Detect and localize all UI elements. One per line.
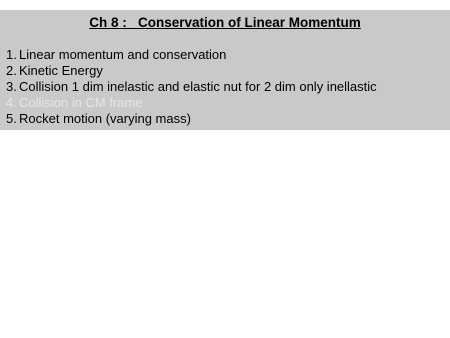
list-item-number: 1. xyxy=(6,47,17,62)
slide-title: Ch 8 : Conservation of Linear Momentum xyxy=(89,15,361,30)
list-item xyxy=(6,47,377,63)
topic-list xyxy=(6,47,377,127)
list-item xyxy=(6,111,377,127)
list-item-text: Linear momentum and conservation xyxy=(19,47,227,62)
list-item xyxy=(6,63,377,79)
list-item-text: Kinetic Energy xyxy=(19,63,103,78)
list-item-number: 5. xyxy=(6,111,17,126)
list-item-text: Rocket motion (varying mass) xyxy=(19,111,191,126)
list-item-number: 4. xyxy=(6,95,17,110)
list-item-text: Collision 1 dim inelastic and elastic nut for 2 dim only inellastic xyxy=(19,79,377,94)
list-item-number: 2. xyxy=(6,63,17,78)
list-item-number: 3. xyxy=(6,79,17,94)
list-item xyxy=(6,79,377,95)
list-item xyxy=(6,95,377,111)
list-item-text: Collision in CM frame xyxy=(19,95,143,110)
